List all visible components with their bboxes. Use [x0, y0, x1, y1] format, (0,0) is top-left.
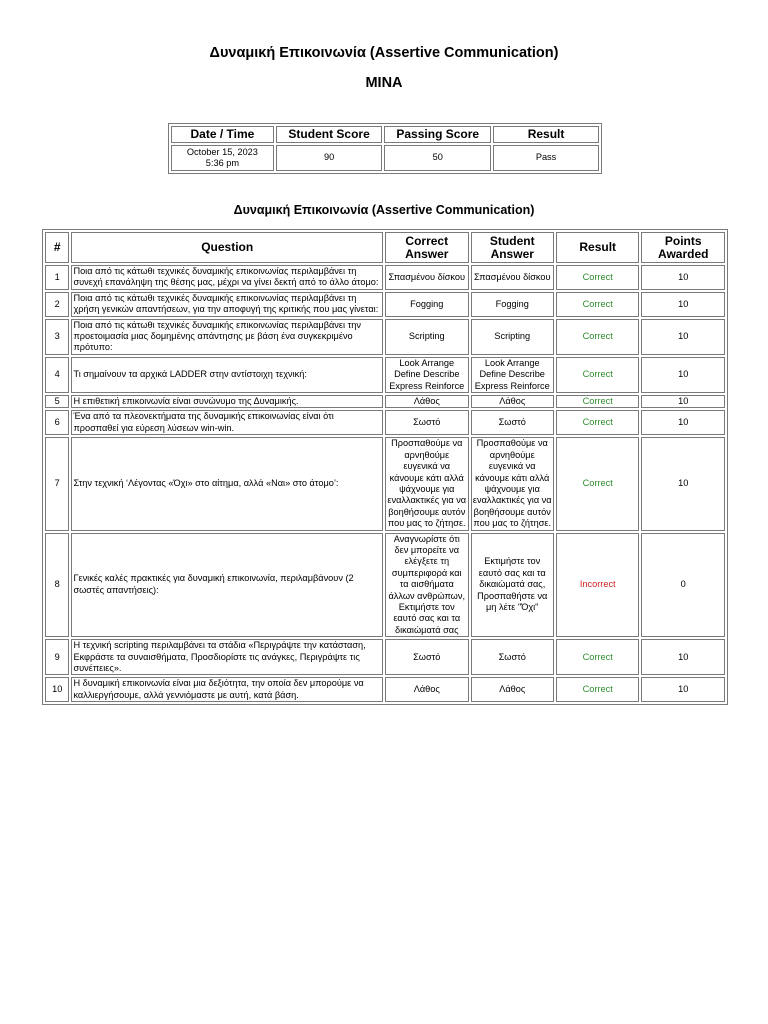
header-student-score: Student Score — [276, 126, 383, 143]
header-student-answer — [471, 232, 554, 263]
table-row — [45, 639, 725, 675]
points-awarded: 10 — [641, 292, 725, 317]
table-row — [45, 319, 725, 355]
student-answer: Σωστό — [471, 410, 554, 435]
question-text: Τι σημαίνουν τα αρχικά LADDER στην αντίστοιχη τεχνική: — [71, 357, 383, 393]
points-awarded: 10 — [641, 319, 725, 355]
summary-row — [171, 145, 599, 171]
student-answer: Εκτιμήστε τον εαυτό σας και τα δικαιώματά σας, Προσπαθήστε να μη λέτε "Όχι" — [471, 533, 554, 638]
header-student-answer-line1: Student — [489, 233, 535, 248]
question-result: Correct — [556, 319, 639, 355]
header-date-time: Date / Time — [171, 126, 274, 143]
question-rows — [45, 265, 725, 702]
table-row — [45, 292, 725, 317]
question-number: 4 — [45, 357, 69, 393]
student-answer: Λάθος — [471, 395, 554, 408]
question-number: 6 — [45, 410, 69, 435]
question-text: Η δυναμική επικοινωνία είναι μια δεξιότητα, την οποία δεν μπορούμε να καλλιεργήσουμε, αλλά γεννιόμαστε με αυτή, κατά βάση. — [71, 677, 383, 702]
points-awarded: 10 — [641, 677, 725, 702]
question-text: Η επιθετική επικοινωνία είναι συνώνυμο της Δυναμικής. — [71, 395, 383, 408]
points-awarded: 10 — [641, 410, 725, 435]
correct-answer: Look Arrange Define Describe Express Reinforce — [385, 357, 468, 393]
page-title: Δυναμική Επικοινωνία (Assertive Communication) — [209, 45, 559, 61]
header-question: Question — [71, 232, 383, 263]
section-title: Δυναμική Επικοινωνία (Assertive Communication) — [233, 203, 535, 217]
question-result: Correct — [556, 677, 639, 702]
question-result: Correct — [556, 357, 639, 393]
questions-header-row — [45, 232, 725, 263]
student-answer: Λάθος — [471, 677, 554, 702]
summary-student-score: 90 — [276, 145, 383, 171]
summary-result: Pass — [493, 145, 599, 171]
question-number: 9 — [45, 639, 69, 675]
student-answer: Look Arrange Define Describe Express Reinforce — [471, 357, 554, 393]
header-passing-score: Passing Score — [384, 126, 491, 143]
question-number: 10 — [45, 677, 69, 702]
table-row — [45, 410, 725, 435]
question-text: Γενικές καλές πρακτικές για δυναμική επικοινωνία, περιλαμβάνουν (2 σωστές απαντήσεις): — [71, 533, 383, 638]
question-result: Correct — [556, 639, 639, 675]
correct-answer: Fogging — [385, 292, 468, 317]
correct-answer: Σπασμένου δίσκου — [385, 265, 468, 290]
header-result: Result — [493, 126, 599, 143]
question-result: Incorrect — [556, 533, 639, 638]
question-number: 2 — [45, 292, 69, 317]
question-number: 5 — [45, 395, 69, 408]
correct-answer: Scripting — [385, 319, 468, 355]
student-answer: Προσπαθούμε να αρνηθούμε ευγενικά να κάνουμε κάτι αλλά ψάχνουμε για εναλλακτικές για να βοηθήσουμε αυτόν που μας το ζήτησε. — [471, 437, 554, 530]
header-points — [641, 232, 725, 263]
summary-date: October 15, 2023 — [186, 146, 258, 157]
correct-answer: Σωστό — [385, 639, 468, 675]
correct-answer: Λάθος — [385, 395, 468, 408]
summary-time: 5:36 pm — [205, 158, 239, 168]
header-correct-answer-line1: Correct — [405, 233, 449, 248]
student-answer: Σπασμένου δίσκου — [471, 265, 554, 290]
correct-answer: Σωστό — [385, 410, 468, 435]
question-number: 1 — [45, 265, 69, 290]
points-awarded: 0 — [641, 533, 725, 638]
header-student-answer-line2: Answer — [490, 246, 534, 261]
header-points-line1: Points — [664, 233, 702, 248]
question-result: Correct — [556, 265, 639, 290]
correct-answer: Αναγνωρίστε ότι δεν μπορείτε να ελέγξετε τη συμπεριφορά και τα αισθήματα άλλων ανθρώπων, Εκτιμήστε τον εαυτό σας και τα δικαιώματά σας — [385, 533, 468, 638]
table-row — [45, 677, 725, 702]
student-answer: Scripting — [471, 319, 554, 355]
points-awarded: 10 — [641, 357, 725, 393]
table-row — [45, 357, 725, 393]
summary-date-time — [171, 145, 274, 171]
points-awarded: 10 — [641, 639, 725, 675]
question-text: Ποια από τις κάτωθι τεχνικές δυναμικής επικοινωνίας περιλαμβάνει την προετοιμασία μιας δομημένης απάντησης με βάση ένα συγκεκριμένο πρότυπο: — [71, 319, 383, 355]
table-row — [45, 437, 725, 530]
question-text: Η τεχνική scripting περιλαμβάνει τα στάδια «Περιγράψτε την κατάσταση, Εκφράστε τα συναισθήματα, Προσδιορίστε τις ανάγκες, Περιγράψτε τις συνέπειες». — [71, 639, 383, 675]
points-awarded: 10 — [641, 265, 725, 290]
table-row — [45, 533, 725, 638]
question-result: Correct — [556, 395, 639, 408]
question-number: 8 — [45, 533, 69, 638]
question-text: Ποια από τις κάτωθι τεχνικές δυναμικής επικοινωνίας περιλαμβάνει τη χρήση γενικών απαντήσεων, για την αποφυγή της κριτικής που μας γίνεται: — [71, 292, 383, 317]
student-answer: Fogging — [471, 292, 554, 317]
header-correct-answer-line2: Answer — [405, 246, 449, 261]
question-result: Correct — [556, 410, 639, 435]
header-correct-answer — [385, 232, 468, 263]
question-text: Ένα από τα πλεονεκτήματα της δυναμικής επικοινωνίας είναι ότι προσπαθεί για εύρεση λύσεων win-win. — [71, 410, 383, 435]
points-awarded: 10 — [641, 395, 725, 408]
summary-header-row — [171, 126, 599, 143]
summary-table — [168, 123, 602, 174]
points-awarded: 10 — [641, 437, 725, 530]
header-points-line2: Awarded — [658, 246, 709, 261]
correct-answer: Λάθος — [385, 677, 468, 702]
student-name: MINA — [365, 75, 403, 91]
table-row — [45, 265, 725, 290]
question-number: 7 — [45, 437, 69, 530]
question-result: Correct — [556, 437, 639, 530]
question-number: 3 — [45, 319, 69, 355]
header-question-result: Result — [556, 232, 639, 263]
question-text: Στην τεχνική ‘Λέγοντας «Όχι» στο αίτημα, αλλά «Ναι» στο άτομο’: — [71, 437, 383, 530]
questions-table — [42, 229, 728, 705]
student-answer: Σωστό — [471, 639, 554, 675]
summary-passing-score: 50 — [384, 145, 491, 171]
header-number: # — [45, 232, 69, 263]
table-row — [45, 395, 725, 408]
question-text: Ποια από τις κάτωθι τεχνικές δυναμικής επικοινωνίας περιλαμβάνει τη συνεχή επανάληψη της θέσης μας, μέχρι να γίνει δεκτή από το άλλο άτομο: — [71, 265, 383, 290]
correct-answer: Προσπαθούμε να αρνηθούμε ευγενικά να κάνουμε κάτι αλλά ψάχνουμε για εναλλακτικές για να βοηθήσουμε αυτόν που μας το ζήτησε. — [385, 437, 468, 530]
question-result: Correct — [556, 292, 639, 317]
